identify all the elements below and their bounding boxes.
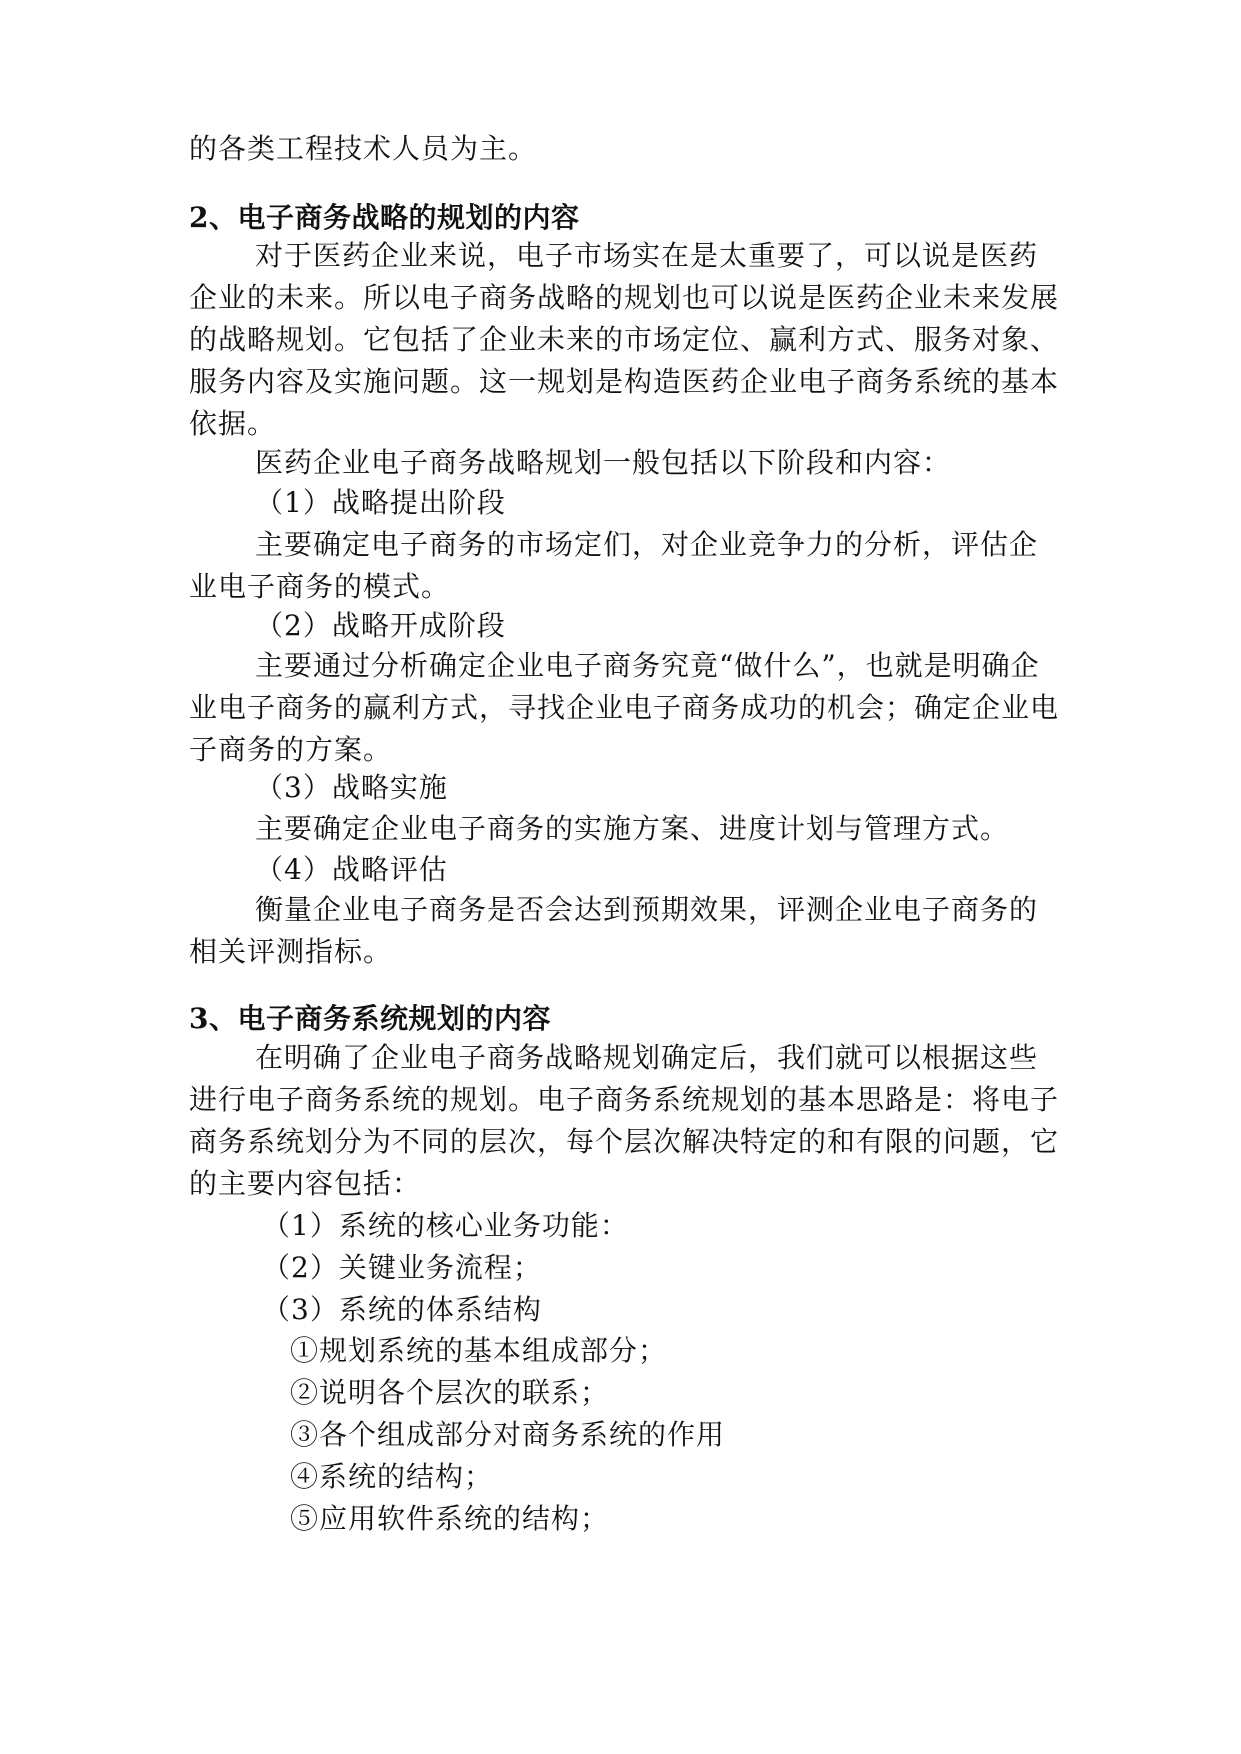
system-subitem-3: ③各个组成部分对商务系统的作用 xyxy=(290,1418,726,1451)
section-3-paragraph-1-line-1: 在明确了企业电子商务战略规划确定后，我们就可以根据这些 xyxy=(255,1041,1039,1074)
system-item-3: （3）系统的体系结构 xyxy=(262,1293,542,1326)
system-subitem-1: ①规划系统的基本组成部分； xyxy=(290,1334,668,1367)
stage-2-text-line-2: 业电子商务的赢利方式，寻找企业电子商务成功的机会；确定企业电 xyxy=(189,691,1060,724)
section-3-paragraph-1-line-2: 进行电子商务系统的规划。电子商务系统规划的基本思路是：将电子 xyxy=(189,1083,1060,1116)
stage-4-text-line-1: 衡量企业电子商务是否会达到预期效果，评测企业电子商务的 xyxy=(255,893,1039,926)
section-2-paragraph-1-line-2: 企业的未来。所以电子商务战略的规划也可以说是医药企业未来发展 xyxy=(189,281,1060,314)
section-3-paragraph-1-line-4: 的主要内容包括： xyxy=(189,1167,422,1200)
system-item-1: （1）系统的核心业务功能： xyxy=(262,1209,629,1242)
stage-1-text-line-2: 业电子商务的模式。 xyxy=(189,570,451,603)
system-subitem-5: ⑤应用软件系统的结构； xyxy=(290,1502,610,1535)
system-subitem-4: ④系统的结构； xyxy=(290,1460,494,1493)
section-2-heading: 2、电子商务战略的规划的内容 xyxy=(189,201,580,234)
stage-3-text-line-1: 主要确定企业电子商务的实施方案、进度计划与管理方式。 xyxy=(255,812,1010,845)
section-2-paragraph-1-line-1: 对于医药企业来说，电子市场实在是太重要了，可以说是医药 xyxy=(255,239,1039,272)
system-subitem-2: ②说明各个层次的联系； xyxy=(290,1376,610,1409)
section-3-paragraph-1-line-3: 商务系统划分为不同的层次，每个层次解决特定的和有限的问题，它 xyxy=(189,1125,1060,1158)
stage-1-title: （1）战略提出阶段 xyxy=(255,486,506,519)
section-2-paragraph-1-line-3: 的战略规划。它包括了企业未来的市场定位、赢利方式、服务对象、 xyxy=(189,323,1060,356)
stage-2-title: （2）战略开成阶段 xyxy=(255,609,506,642)
section-3-heading: 3、电子商务系统规划的内容 xyxy=(189,1002,551,1035)
stage-3-title: （3）战略实施 xyxy=(255,771,448,804)
section-2-paragraph-2: 医药企业电子商务战略规划一般包括以下阶段和内容： xyxy=(255,446,952,479)
stage-4-text-line-2: 相关评测指标。 xyxy=(189,935,393,968)
intro-text-line-1: 的各类工程技术人员为主。 xyxy=(189,132,538,165)
system-item-2: （2）关键业务流程； xyxy=(262,1251,542,1284)
stage-4-title: （4）战略评估 xyxy=(255,853,448,886)
section-2-paragraph-1-line-4: 服务内容及实施问题。这一规划是构造医药企业电子商务系统的基本 xyxy=(189,365,1060,398)
section-2-paragraph-1-line-5: 依据。 xyxy=(189,407,277,440)
stage-1-text-line-1: 主要确定电子商务的市场定们，对企业竞争力的分析，评估企 xyxy=(255,528,1039,561)
stage-2-text-line-1: 主要通过分析确定企业电子商务究竟“做什么”，也就是明确企 xyxy=(255,649,1040,682)
stage-2-text-line-3: 子商务的方案。 xyxy=(189,733,393,766)
